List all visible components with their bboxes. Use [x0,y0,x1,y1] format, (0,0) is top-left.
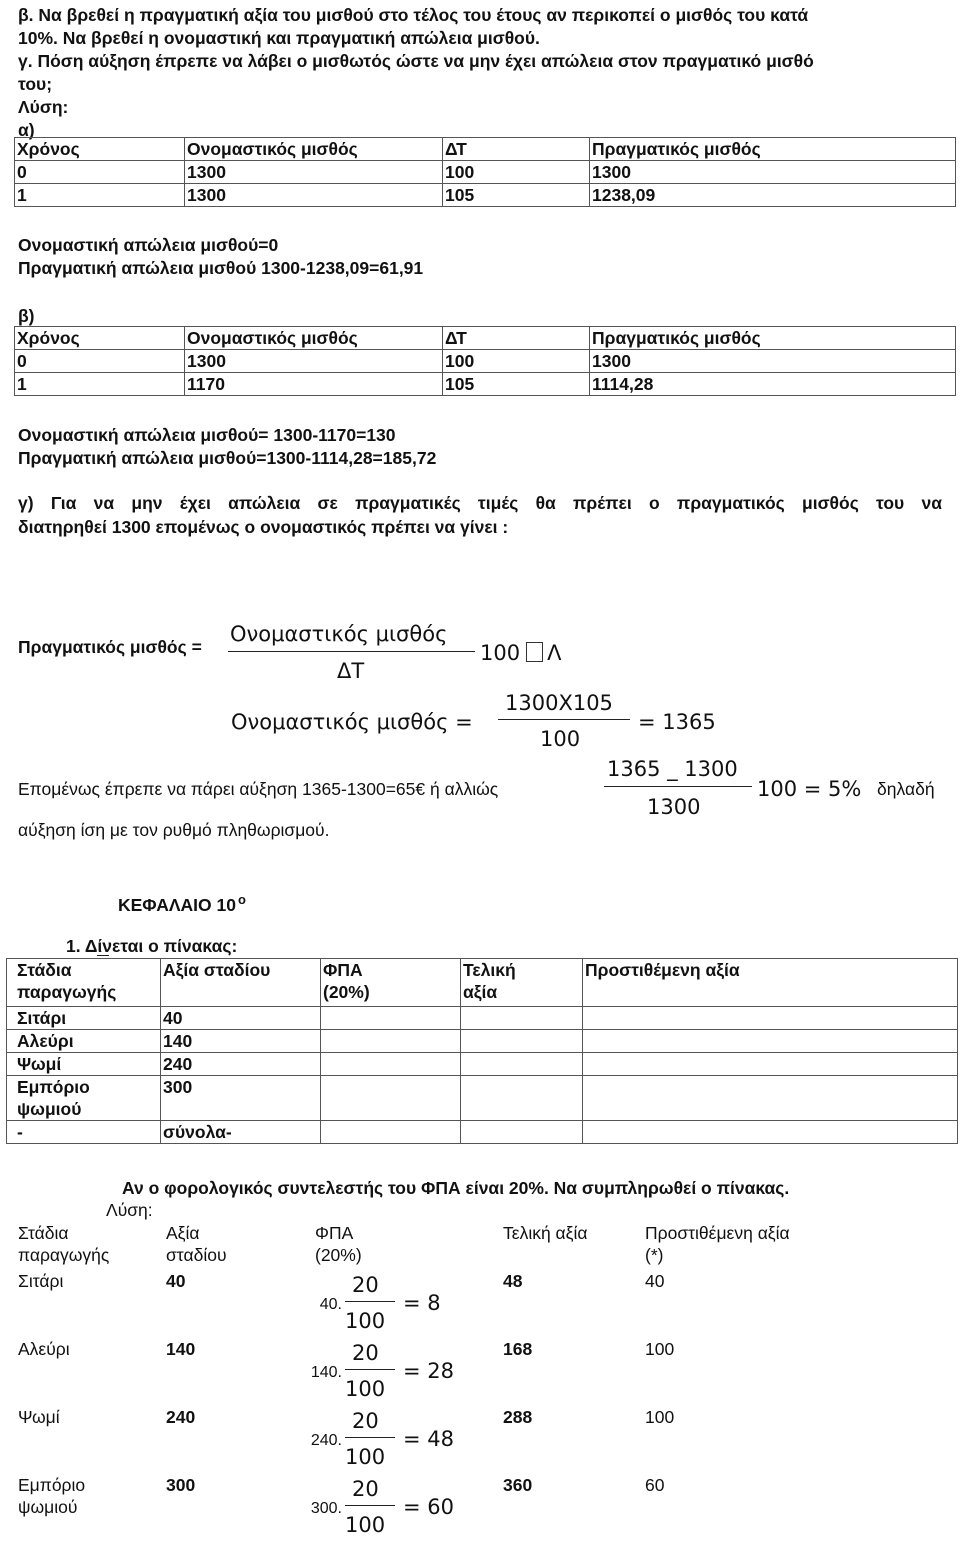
intro-line-4: του; [18,74,53,94]
table-d-vat-numerator: 20 [352,1409,379,1433]
table-cell [461,1053,583,1076]
table-d-header-vat: ΦΠΑ (20%) [315,1223,362,1265]
table-cell [321,1076,461,1121]
table-d-value: 40 [166,1271,186,1291]
fraction-3-denominator: 1300 [647,795,701,819]
result-b-line-1: Ονομαστική απώλεια μισθού= 1300-1170=130 [18,425,396,445]
table-d-vat-multiplier: 300. [310,1500,342,1517]
table-d-header-value: Αξία σταδίου [166,1223,227,1265]
table-cell: Εμπόριο ψωμιού [7,1076,161,1121]
formula-numerator: Ονομαστικός μισθός [230,622,448,646]
table-cell [583,1076,958,1121]
table-row [7,1030,958,1053]
lambda-symbol: Λ [547,641,562,665]
table-row [15,184,956,207]
formula-lhs: Πραγματικός μισθός = [18,637,202,657]
table-d-vat-result: = 60 [403,1495,454,1519]
table-header: Τελική αξία [461,959,583,1007]
table-header: Ονομαστικός μισθός [185,327,443,350]
table-d-vat-multiplier: 140. [310,1364,342,1381]
table-cell: 1300 [185,184,443,207]
table-header: Στάδια παραγωγής [7,959,161,1007]
table-cell: 105 [443,373,590,396]
table-row [7,1007,958,1030]
table-row [15,350,956,373]
formula-delta: ΔΤ [337,659,365,683]
table-header: ΔΤ [443,138,590,161]
table-d-header-stage: Στάδια παραγωγής [18,1223,110,1265]
table-d-vat-numerator: 20 [352,1341,379,1365]
table-d-vat-denominator: 100 [345,1445,386,1469]
table-d-vat-denominator: 100 [345,1377,386,1401]
exercise-heading [66,935,237,957]
table-d-added: 100 [645,1339,675,1359]
table-header: Ονομαστικός μισθός [185,138,443,161]
table-cell: 1238,09 [590,184,956,207]
exercise-title: Δίνεται ο πίνακας: [84,936,238,956]
conclusion-last-line: αύξηση ίση με τον ρυθμό πληθωρισμού. [18,820,330,840]
fraction-2-numerator: 1300Χ105 [505,691,613,715]
table-d-value: 240 [166,1407,196,1427]
chapter-superscript: ο [237,892,246,907]
table-row [7,959,958,1007]
table-cell: 0 [15,350,185,373]
table-d-added: 60 [645,1475,665,1495]
chapter-title [118,889,246,916]
table-header: Χρόνος [15,327,185,350]
fraction-2-denominator: 100 [540,727,581,751]
table-row [15,373,956,396]
nominal-result: = 1365 [638,710,716,734]
table-cell [321,1121,461,1144]
table-header: Προστιθέμενη αξία [583,959,958,1007]
fraction-bar [228,651,475,652]
table-d-vat-multiplier: 240. [310,1432,342,1449]
table-cell [583,1053,958,1076]
table-a [14,137,956,207]
table-cell: 1300 [590,350,956,373]
table-cell: 40 [161,1007,321,1030]
table-d-vat-result: = 28 [403,1359,454,1383]
table-cell [321,1007,461,1030]
table-cell: 1 [15,373,185,396]
underline-mark [97,955,109,956]
table-d-vat-numerator: 20 [352,1477,379,1501]
table-d-stage: Εμπόριο ψωμιού [18,1475,86,1517]
fraction-3-numerator: 1365 _ 1300 [607,757,738,781]
fraction-bar [345,1437,395,1438]
table-row [7,1053,958,1076]
table-cell: 100 [443,350,590,373]
missing-glyph-box-icon [526,642,543,662]
table-cell [461,1030,583,1053]
table-row [7,1121,958,1144]
table-cell: 1170 [185,373,443,396]
table-cell [461,1007,583,1030]
fraction-bar [604,786,752,787]
table-d-final: 168 [503,1339,533,1359]
table-d-stage: Αλεύρι [18,1339,70,1359]
table-cell: 1114,28 [590,373,956,396]
table-d-header-final: Τελική αξία [503,1223,588,1243]
part-c-line-2: διατηρηθεί 1300 επομένως ο ονομαστικός πρέπει να γίνει : [18,517,509,537]
table-cell: Αλεύρι [7,1030,161,1053]
fraction-bar [498,719,630,720]
fraction-bar [345,1301,395,1302]
table-d-vat-multiplier: 40. [319,1296,342,1313]
table-d-stage: Σιτάρι [18,1271,64,1291]
chapter-title-text: ΚΕΦΑΛΑΙΟ 10 [118,894,236,915]
conclusion-text: Επομένως έπρεπε να πάρει αύξηση 1365-1300=65€ ή αλλιώς [18,779,499,799]
table-cell: 1300 [185,350,443,373]
table-header: ΦΠΑ (20%) [321,959,461,1007]
intro-line-3: γ. Πόση αύξηση έπρεπε να λάβει ο μισθωτός ώστε να μην έχει απώλεια στον πραγματικό μισθό [18,51,814,71]
fraction-3-after: δηλαδή [877,779,935,799]
part-c-line-1: γ) Για να μην έχει απώλεια σε πραγματικές τιμές θα πρέπει ο πραγματικός μισθός του να [18,493,942,513]
table-cell: 105 [443,184,590,207]
part-a-label: α) [18,120,35,140]
formula-times [480,640,561,666]
table-cell: 1300 [590,161,956,184]
table-cell [583,1121,958,1144]
table-cell: - [7,1121,161,1144]
table-cell: 240 [161,1053,321,1076]
table-d-vat-result: = 8 [403,1291,441,1315]
table-d-final: 48 [503,1271,523,1291]
table-d-added: 40 [645,1271,665,1291]
table-row [15,327,956,350]
nominal-lhs: Ονομαστικός μισθός = [231,710,473,734]
table-cell: 1 [15,184,185,207]
table-d-final: 288 [503,1407,533,1427]
result-a-line-2: Πραγματική απώλεια μισθού 1300-1238,09=61,91 [18,258,424,278]
table-d-stage: Ψωμί [18,1407,60,1427]
table-row [15,161,956,184]
table-cell: 100 [443,161,590,184]
table-header: Πραγματικός μισθός [590,327,956,350]
table-cell: 140 [161,1030,321,1053]
table-cell [583,1007,958,1030]
table-cell: Σιτάρι [7,1007,161,1030]
table-b [14,326,956,396]
table-d-final: 360 [503,1475,533,1495]
table-d-value: 140 [166,1339,196,1359]
table-d-added: 100 [645,1407,675,1427]
table-row [15,138,956,161]
table-header: ΔΤ [443,327,590,350]
result-a-line-1: Ονομαστική απώλεια μισθού=0 [18,235,279,255]
table-row [7,1076,958,1121]
part-b-label: β) [18,306,35,326]
table-d-vat-numerator: 20 [352,1273,379,1297]
table-cell: 1300 [185,161,443,184]
solution-label: Λύση: [18,97,69,117]
table-cell [461,1076,583,1121]
table-d-vat-denominator: 100 [345,1309,386,1333]
intro-line-1: β. Να βρεθεί η πραγματική αξία του μισθού στο τέλος του έτους αν περικοπεί ο μισθός του κατά [18,5,809,25]
table-cell: Ψωμί [7,1053,161,1076]
exercise-number: 1. [66,936,81,956]
table-header: Πραγματικός μισθός [590,138,956,161]
table-cell: σύνολα- [161,1121,321,1144]
table-header: Αξία σταδίου [161,959,321,1007]
solution-2-label: Λύση: [106,1200,153,1220]
table-d-vat-result: = 48 [403,1427,454,1451]
table-cell [321,1053,461,1076]
table-cell [461,1121,583,1144]
formula-times-value: 100 [480,641,521,665]
question-text: Αν ο φορολογικός συντελεστής του ΦΠΑ είναι 20%. Να συμπληρωθεί ο πίνακας. [122,1178,790,1198]
table-cell: 0 [15,161,185,184]
fraction-bar [345,1369,395,1370]
table-cell [321,1030,461,1053]
table-d-value: 300 [166,1475,196,1495]
table-d-header-added: Προστιθέμενη αξία (*) [645,1223,790,1265]
result-b-line-2: Πραγματική απώλεια μισθού=1300-1114,28=185,72 [18,448,437,468]
table-c [6,958,958,1144]
fraction-3-tail: 100 = 5% [757,777,862,801]
table-cell: 300 [161,1076,321,1121]
table-header: Χρόνος [15,138,185,161]
intro-line-2: 10%. Να βρεθεί η ονομαστική και πραγματική απώλεια μισθού. [18,28,540,48]
fraction-bar [345,1505,395,1506]
table-cell [583,1030,958,1053]
table-d-vat-denominator: 100 [345,1513,386,1537]
